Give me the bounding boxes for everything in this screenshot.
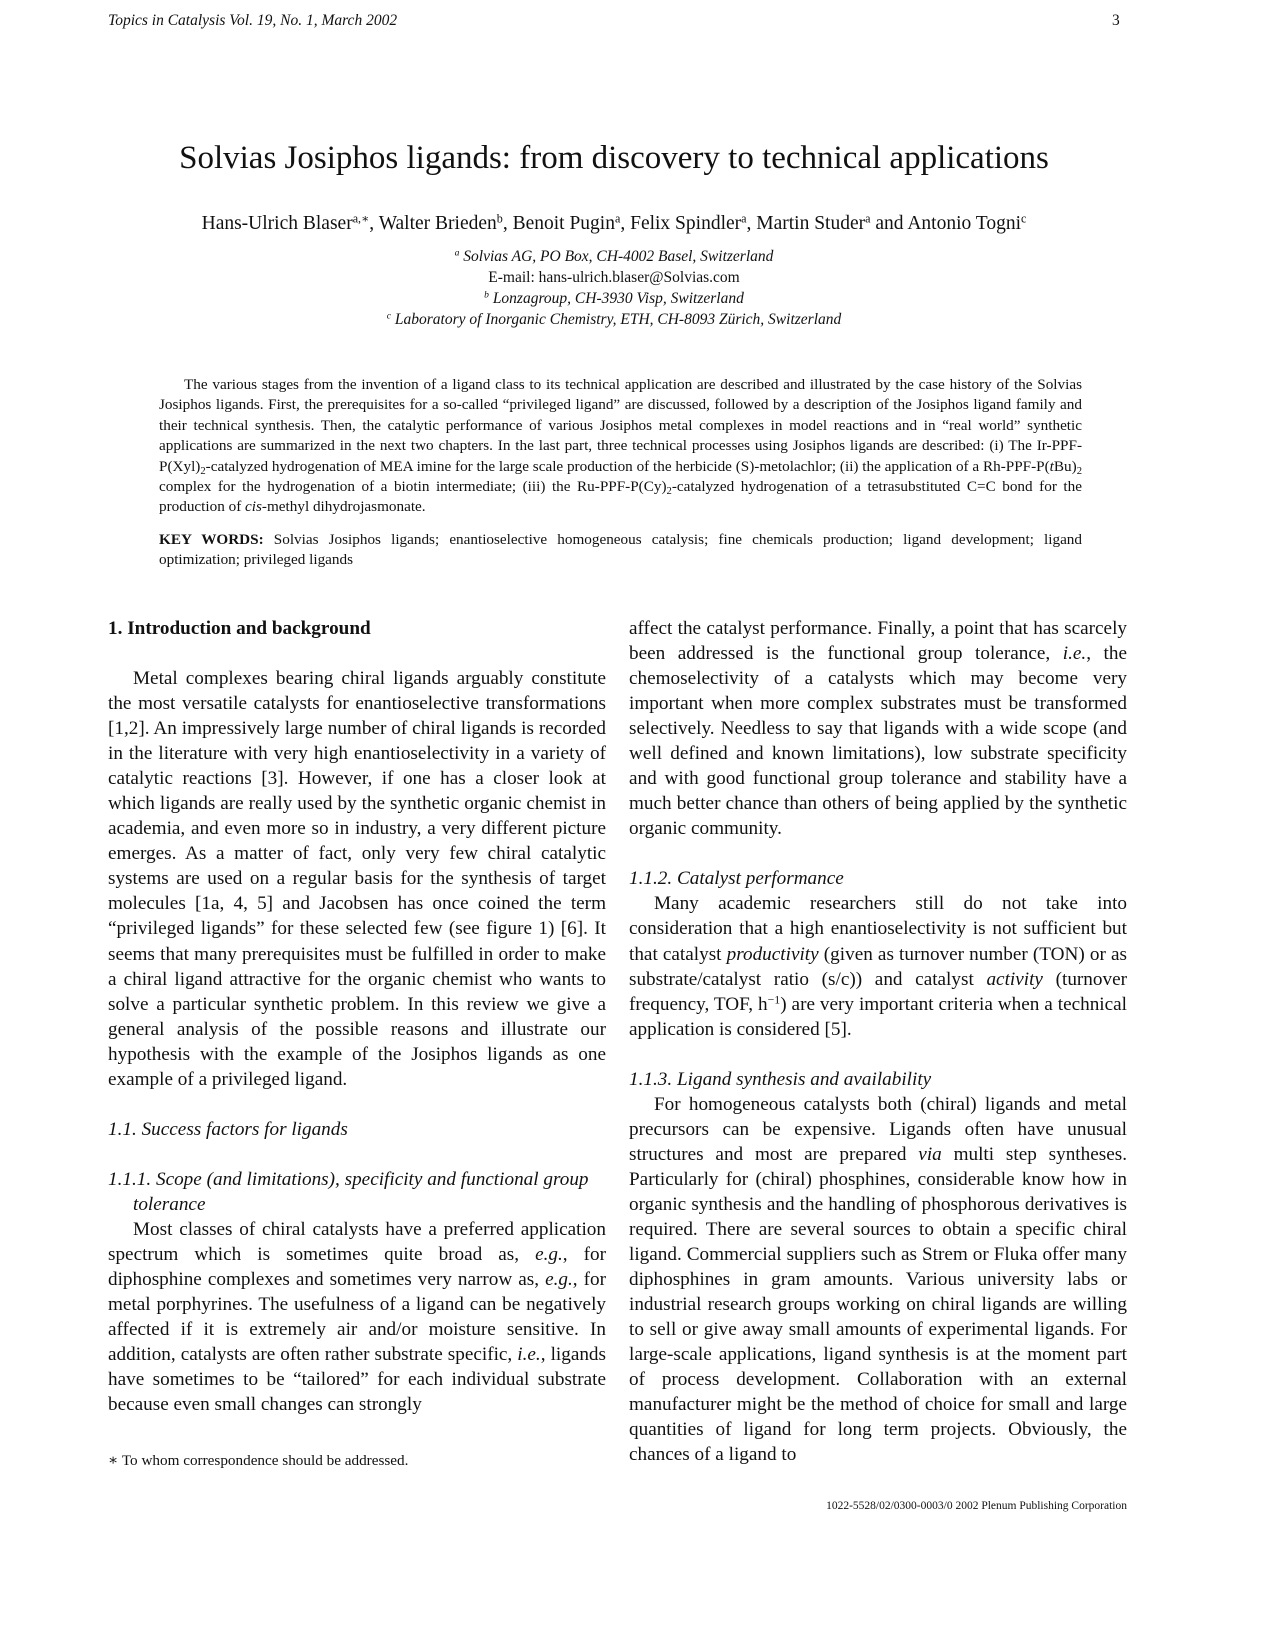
- paragraph-italic: productivity: [726, 943, 819, 965]
- page-number: 3: [1112, 12, 1120, 29]
- author-affiliation-mark: a: [865, 211, 871, 226]
- paragraph-text: (given as turnover number (TON) or as substrate/catalyst ratio (s/c)) and catalyst: [629, 943, 1128, 990]
- abstract-text: -catalyzed hydrogenation of a tetrasubstituted C=C bond for the production of: [159, 478, 1082, 516]
- paragraph-italic: activity: [986, 968, 1043, 990]
- paragraph-text: (turnover frequency, TOF, h: [629, 968, 1127, 1015]
- paragraph-text: , ligands have sometimes to be “tailored” for each individual substrate because even small changes can strongly: [108, 1344, 606, 1416]
- left-column: [108, 616, 606, 1417]
- paragraph-text: Many academic researchers still do not take into consideration that a high enantioselectivity is not sufficient but that catalyst: [629, 893, 1127, 965]
- paper-title: Solvias Josiphos ligands: from discovery to technical applications: [179, 140, 1049, 176]
- right-column: [629, 616, 1127, 1467]
- author-separator: ,: [620, 213, 631, 234]
- paragraph: [629, 616, 1127, 841]
- contact-email: E-mail: hans-ulrich.blaser@Solvias.com: [488, 269, 740, 286]
- paragraph-text: ) are very important criteria when a technical application is considered [5].: [629, 993, 1127, 1040]
- paragraph: [629, 891, 1127, 1041]
- paragraph-text: affect the catalyst performance. Finally, a point that has scarcely been addressed is the functional group tolerance,: [629, 618, 1127, 665]
- author-list: [0, 213, 1228, 235]
- affiliation-b: [0, 288, 1228, 309]
- author-affiliation-mark: a,∗: [352, 211, 370, 226]
- affiliation-c: [0, 309, 1228, 330]
- affiliation-text: Lonzagroup, CH-3930 Visp, Switzerland: [492, 290, 744, 307]
- abstract-text: complex for the hydrogenation of a biotin intermediate; (iii) the Ru-PPF-P(Cy): [159, 478, 667, 496]
- copyright-line: 1022-5528/02/0300-0003/0 2002 Plenum Publishing Corporation: [826, 1500, 1127, 1512]
- affiliation-text: Laboratory of Inorganic Chemistry, ETH, CH-8093 Zürich, Switzerland: [394, 311, 842, 328]
- author-separator: ,: [369, 213, 379, 234]
- paragraph: [108, 1217, 606, 1417]
- author-affiliation-mark: b: [496, 211, 503, 226]
- author-separator: ,: [746, 213, 757, 234]
- paragraph-text: , for diphosphine complexes and sometimes very narrow as,: [108, 1243, 606, 1290]
- paragraph-italic: e.g.: [535, 1243, 563, 1265]
- subsubsection-heading: 1.1.2. Catalyst performance: [629, 868, 844, 890]
- author-affiliation-mark: a: [614, 211, 621, 226]
- keywords-text: Solvias Josiphos ligands; enantioselective homogeneous catalysis; fine chemicals production; ligand development; ligand optimization; privileged ligands: [159, 531, 1082, 569]
- subscript: 2: [666, 486, 672, 498]
- paragraph-italic: via: [918, 1143, 942, 1165]
- paragraph-text: , for metal porphyrines. The usefulness of a ligand can be negatively affected if it is extremely air and/or moisture sensitive. In addition, catalysts are often rather substrate specific,: [108, 1268, 606, 1366]
- paragraph-italic: e.g.: [545, 1268, 573, 1290]
- author-name: Antonio Togni: [907, 213, 1022, 234]
- affiliation-mark: c: [386, 310, 392, 322]
- abstract-text: -catalyzed hydrogenation of MEA imine for the large scale production of the herbicide (S)-metolachlor; (ii) the application of a Rh-PPF-P(: [205, 457, 1050, 475]
- abstract-italic: cis: [245, 498, 262, 516]
- subscript: 2: [1076, 465, 1082, 477]
- author-separator: ,: [502, 213, 513, 234]
- affiliation-mark: a: [454, 247, 460, 259]
- abstract-text: -methyl dihydrojasmonate.: [261, 498, 426, 516]
- paragraph-text: For homogeneous catalysts both (chiral) ligands and metal precursors can be expensive. Ligands often have unusual structures and most are prepared: [629, 1093, 1127, 1165]
- affiliation-text: Solvias AG, PO Box, CH-4002 Basel, Switzerland: [463, 248, 774, 265]
- author-name: Hans-Ulrich Blaser: [201, 213, 353, 234]
- abstract-italic: t: [1049, 457, 1054, 475]
- paragraph: [629, 1092, 1127, 1468]
- subscript: 2: [200, 465, 206, 477]
- author-name: Felix Spindler: [630, 213, 742, 234]
- author-separator: and: [870, 213, 908, 234]
- paragraph: Metal complexes bearing chiral ligands arguably constitute the most versatile catalysts for enantioselective transformations [1,2]. An impressively large number of chiral ligands is recorded in the literature with very high enantioselectivity in a variety of catalytic reactions [3]. However, if one has a closer look at which ligands are really used by the synthetic organic chemist in academia, and even more so in industry, a very different picture emerges. As a matter of fact, only very few chiral catalytic systems are used on a regular basis for the synthesis of target molecules [1a, 4, 5] and Jacobsen has once coined the term “privileged ligands” for these selected few (see figure 1) [6]. It seems that many prerequisites must be fulfilled in order to make a chiral ligand attractive for the organic chemist who wants to solve a particular synthetic problem. In this review we give a general analysis of the possible reasons and illustrate our hypothesis with the example of the Josiphos ligands as one example of a privileged ligand.: [108, 668, 606, 1090]
- footnote: ∗ To whom correspondence should be addressed.: [108, 1452, 409, 1469]
- superscript: −1: [767, 992, 781, 1007]
- author-affiliation-mark: c: [1021, 211, 1027, 226]
- paragraph-text: Most classes of chiral catalysts have a preferred application spectrum which is sometimes quite broad as,: [108, 1218, 606, 1265]
- paragraph-text: multi step syntheses. Particularly for (chiral) phosphines, considerable know how in organic synthesis and the handling of phosphorous derivatives is required. There are several sources to obtain a specific chiral ligand. Commercial suppliers such as Strem or Fluka offer many diphosphines in gram amounts. Various university labs or industrial research groups working on chiral ligands are willing to sell or give away small amounts of experimental ligands. For large-scale applications, ligand synthesis is at the moment part of process development. Collaboration with an external manufacturer might be the method of choice for small and large quantities of ligand for long term projects. Obviously, the chances of a ligand to: [629, 1143, 1127, 1466]
- subsubsection-heading: 1.1.1. Scope (and limitations), specificity and functional group tolerance: [108, 1168, 589, 1215]
- affiliation-a: [0, 246, 1228, 267]
- section-heading: 1. Introduction and background: [108, 618, 371, 639]
- affiliations: [0, 246, 1228, 330]
- subsubsection-heading: 1.1.3. Ligand synthesis and availability: [629, 1068, 932, 1090]
- abstract-text: Bu): [1053, 457, 1077, 475]
- subsection-heading: 1.1. Success factors for ligands: [108, 1118, 348, 1140]
- affiliation-mark: b: [484, 289, 489, 301]
- abstract-text: The various stages from the invention of a ligand class to its technical application are described and illustrated by the case history of the Solvias Josiphos ligands. First, the prerequisites for a so-called “privileged ligand” are discussed, followed by a description of the Josiphos ligand family and their technical synthesis. Then, the catalytic performance of various Josiphos metal complexes in model reactions and in “real world” synthetic applications are summarized in the next two chapters. In the last part, three technical processes using Josiphos ligands are described: (i) The Ir-PPF-P(Xyl): [159, 376, 1082, 475]
- abstract: [159, 375, 1082, 518]
- keywords: [159, 530, 1082, 571]
- journal-header: Topics in Catalysis Vol. 19, No. 1, March 2002: [108, 12, 398, 29]
- author-affiliation-mark: a: [741, 211, 747, 226]
- author-name: Walter Brieden: [378, 213, 497, 234]
- paragraph-text: , the chemoselectivity of a catalysts which may become very important when more complex substrates must be transformed selectively. Needless to say that ligands with a wide scope (and well defined and known limitations), low substrate specificity and with good functional group tolerance and stability have a much better chance than others of being applied by the synthetic organic community.: [629, 643, 1127, 840]
- author-name: Martin Studer: [756, 213, 866, 234]
- keywords-label: KEY WORDS:: [159, 531, 264, 548]
- paragraph-italic: i.e.: [517, 1344, 541, 1366]
- paragraph-italic: i.e.: [1062, 643, 1087, 665]
- author-name: Benoit Pugin: [512, 213, 615, 234]
